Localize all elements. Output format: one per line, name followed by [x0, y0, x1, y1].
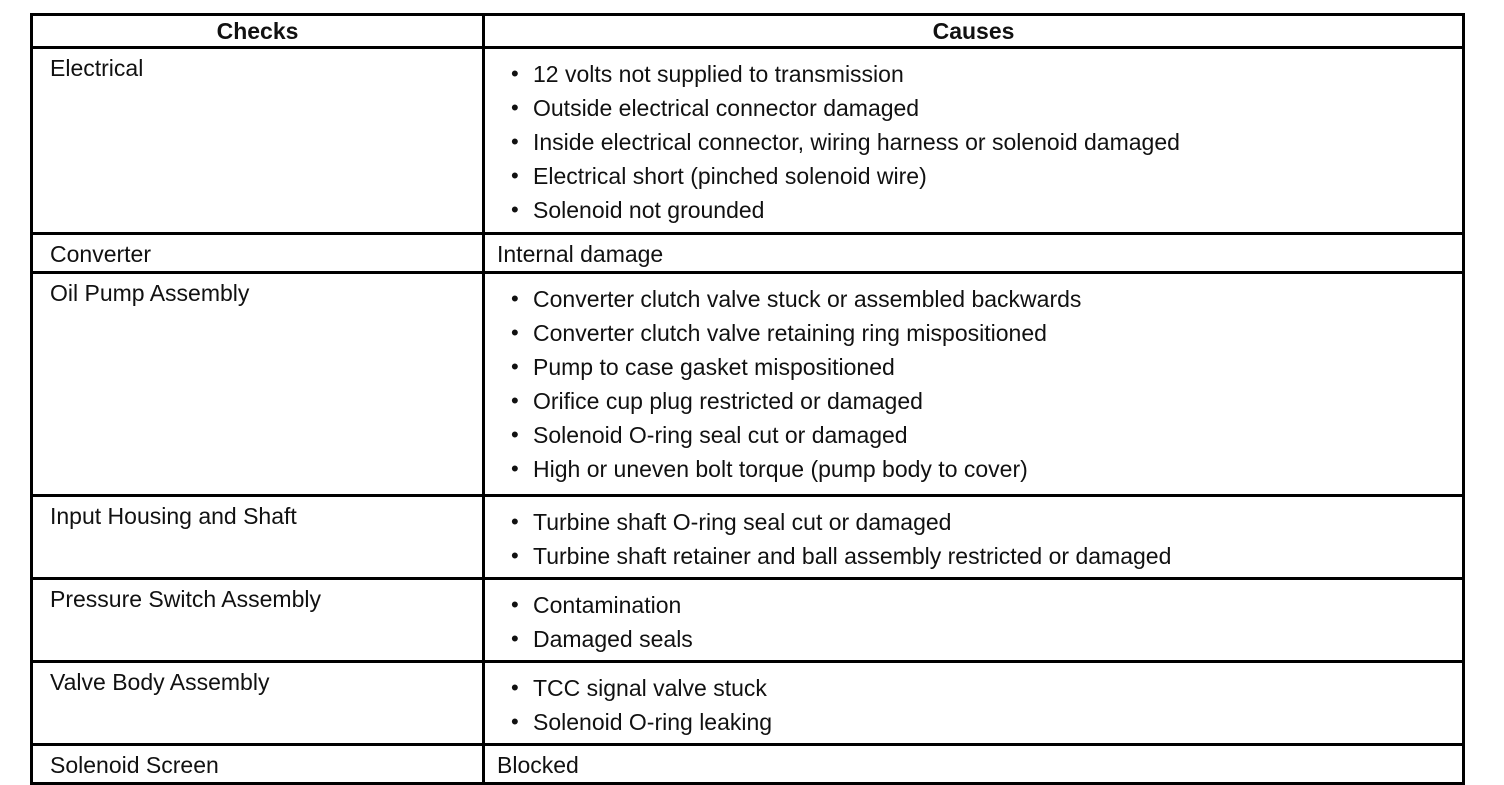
bullet-icon: •: [511, 456, 519, 481]
cause-text: Pump to case gasket mispositioned: [533, 354, 895, 380]
causes-cell: [484, 662, 1464, 745]
cause-text: Contamination: [533, 592, 682, 618]
bullet-icon: •: [511, 543, 519, 568]
bullet-icon: •: [511, 626, 519, 651]
cause-item: [497, 539, 1456, 573]
causes-list: [497, 57, 1456, 227]
bullet-icon: •: [511, 354, 519, 379]
cause-item: [497, 505, 1456, 539]
cause-text: Solenoid O-ring seal cut or damaged: [533, 422, 908, 448]
causes-cell: [484, 48, 1464, 234]
cause-item: [497, 622, 1456, 656]
bullet-icon: •: [511, 129, 519, 154]
bullet-icon: •: [511, 675, 519, 700]
cause-text: Converter clutch valve stuck or assembled backwards: [533, 286, 1082, 312]
check-cell: Input Housing and Shaft: [32, 496, 484, 579]
cause-text: Electrical short (pinched solenoid wire): [533, 163, 927, 189]
cause-item: [497, 57, 1456, 91]
header-row: [32, 15, 1464, 48]
cause-item: [497, 159, 1456, 193]
cause-item: [497, 316, 1456, 350]
cause-item: [497, 671, 1456, 705]
cause-text: Outside electrical connector damaged: [533, 95, 920, 121]
check-cell: Electrical: [32, 48, 484, 234]
bullet-icon: •: [511, 388, 519, 413]
table-row: [32, 579, 1464, 662]
causes-list: [497, 671, 1456, 739]
bullet-icon: •: [511, 197, 519, 222]
cause-item: [497, 384, 1456, 418]
cause-text: Solenoid O-ring leaking: [533, 709, 773, 735]
bullet-icon: •: [511, 709, 519, 734]
check-cell: Oil Pump Assembly: [32, 273, 484, 496]
cause-item: [497, 705, 1456, 739]
table-row: [32, 662, 1464, 745]
table-row: [32, 234, 1464, 273]
causes-list: [497, 505, 1456, 573]
bullet-icon: •: [511, 61, 519, 86]
cause-text: TCC signal valve stuck: [533, 675, 767, 701]
table-row: [32, 745, 1464, 784]
table-row: [32, 273, 1464, 496]
cause-item: [497, 193, 1456, 227]
cause-item: [497, 418, 1456, 452]
table-row: [32, 48, 1464, 234]
cause-text: 12 volts not supplied to transmission: [533, 61, 904, 87]
bullet-icon: •: [511, 163, 519, 188]
bullet-icon: •: [511, 592, 519, 617]
check-cell: Solenoid Screen: [32, 745, 484, 784]
cause-item: [497, 588, 1456, 622]
checks-causes-table: [30, 13, 1465, 785]
cause-item: [497, 125, 1456, 159]
cause-text: Inside electrical connector, wiring harness or solenoid damaged: [533, 129, 1180, 155]
cause-text: Solenoid not grounded: [533, 197, 765, 223]
causes-column-header: Causes: [484, 15, 1464, 48]
cause-text: Damaged seals: [533, 626, 693, 652]
cause-item: [497, 91, 1456, 125]
cause-text: Converter clutch valve retaining ring mispositioned: [533, 320, 1047, 346]
check-cell: Converter: [32, 234, 484, 273]
causes-list: [497, 282, 1456, 486]
bullet-icon: •: [511, 509, 519, 534]
checks-column-header: Checks: [32, 15, 484, 48]
bullet-icon: •: [511, 95, 519, 120]
cause-text: Turbine shaft O-ring seal cut or damaged: [533, 509, 952, 535]
bullet-icon: •: [511, 422, 519, 447]
cause-item: [497, 350, 1456, 384]
cause-text: High or uneven bolt torque (pump body to cover): [533, 456, 1028, 482]
cause-text-cell: Blocked: [484, 745, 1464, 784]
causes-cell: [484, 273, 1464, 496]
cause-text: Orifice cup plug restricted or damaged: [533, 388, 923, 414]
causes-cell: [484, 496, 1464, 579]
checks-causes-table-wrapper: [30, 13, 1462, 785]
cause-item: [497, 282, 1456, 316]
bullet-icon: •: [511, 286, 519, 311]
cause-item: [497, 452, 1456, 486]
check-cell: Valve Body Assembly: [32, 662, 484, 745]
bullet-icon: •: [511, 320, 519, 345]
table-row: [32, 496, 1464, 579]
check-cell: Pressure Switch Assembly: [32, 579, 484, 662]
cause-text-cell: Internal damage: [484, 234, 1464, 273]
causes-cell: [484, 579, 1464, 662]
cause-text: Turbine shaft retainer and ball assembly restricted or damaged: [533, 543, 1172, 569]
causes-list: [497, 588, 1456, 656]
